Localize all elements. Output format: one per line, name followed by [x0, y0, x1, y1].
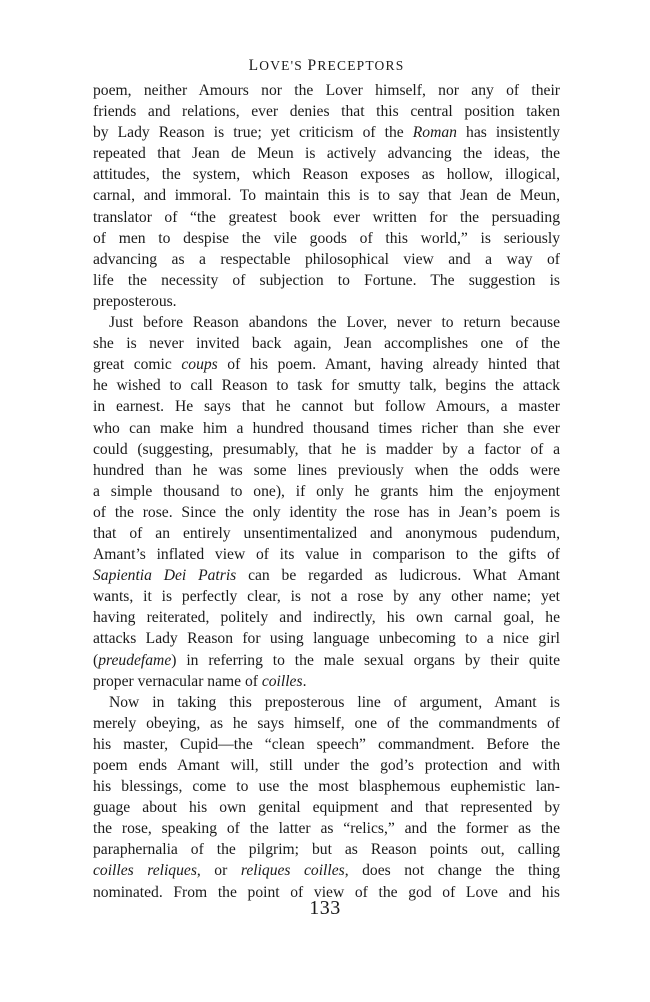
text-segment: ( [93, 651, 99, 669]
italic-text: Roman [412, 124, 457, 142]
text-segment: friends and relations, ever denies that this central position taken [93, 103, 560, 121]
text-segment: of his poem. Amant, having already hinted that [217, 356, 560, 374]
text-segment: having reiterated, politely and indirectly, his own carnal goal, he [93, 609, 560, 627]
body-text [93, 80, 560, 903]
text-line [93, 502, 560, 523]
text-segment: his master, Cupid—the “clean speech” commandment. Before the [93, 735, 560, 753]
text-segment: wants, it is perfectly clear, is not a rose by any other name; yet [93, 588, 560, 606]
text-line [93, 270, 560, 291]
text-line [93, 354, 560, 375]
text-segment: of men to despise the vile goods of this world,” is seriously [93, 229, 560, 247]
text-line [93, 207, 560, 228]
text-segment: that of an entirely unsentimentalized and anonymous pudendum, [93, 524, 560, 542]
text-line [93, 291, 560, 312]
italic-text: preudefame [98, 651, 172, 669]
text-segment: the rose, speaking of the latter as “relics,” and the former as the [93, 820, 560, 838]
text-line [93, 839, 560, 860]
text-segment: Just before Reason abandons the Lover, never to return because [109, 314, 560, 332]
italic-text: reliques coilles [240, 862, 345, 880]
text-line [93, 333, 560, 354]
text-segment: a simple thousand to one), if only he grants him the enjoyment [93, 482, 560, 500]
text-segment: guage about his own genital equipment and that represented by [93, 799, 560, 817]
text-line [93, 185, 560, 206]
text-line [93, 80, 560, 101]
text-line [93, 418, 560, 439]
text-line [93, 628, 560, 649]
italic-text: Sapientia Dei Patris [93, 567, 237, 585]
text-segment: she is never invited back again, Jean accomplishes one of the [93, 335, 560, 353]
text-segment: attitudes, the system, which Reason exposes as hollow, illogical, [93, 166, 560, 184]
text-segment: who can make him a hundred thousand times richer than she ever [93, 419, 560, 437]
text-segment: paraphernalia of the pilgrim; but as Reason points out, calling [93, 841, 560, 859]
italic-text: coups [181, 356, 218, 374]
text-segment: advancing as a respectable philosophical view and a way of [93, 250, 560, 268]
text-line [93, 375, 560, 396]
text-line [93, 713, 560, 734]
text-line [93, 797, 560, 818]
text-segment: poem, neither Amours nor the Lover himself, nor any of their [93, 82, 560, 99]
book-page [93, 54, 560, 903]
text-segment: proper vernacular name of [93, 672, 262, 690]
text-segment: could (suggesting, presumably, that he is madder by a factor of a [93, 440, 560, 458]
text-segment: of the rose. Since the only identity the rose has in Jean’s poem is [93, 503, 560, 521]
text-segment: carnal, and immoral. To maintain this is to say that Jean de Meun, [93, 187, 560, 205]
text-line [93, 460, 560, 481]
text-line [93, 650, 560, 671]
text-line [93, 228, 560, 249]
text-line [93, 164, 560, 185]
text-segment: , or [196, 862, 241, 880]
text-segment: he wished to call Reason to task for smutty talk, begins the attack [93, 377, 560, 395]
text-segment: Amant’s inflated view of its value in comparison to the gifts of [93, 546, 560, 564]
text-segment: poem ends Amant will, still under the god’s protection and with [93, 757, 560, 774]
running-head: LOVE'S PRECEPTORS [248, 57, 405, 74]
text-segment: great comic [93, 356, 182, 374]
text-line [93, 122, 560, 143]
text-line [93, 607, 560, 628]
text-segment: repeated that Jean de Meun is actively advancing the ideas, the [93, 145, 560, 163]
text-segment: hundred than he was some lines previously when the odds were [93, 461, 560, 479]
text-segment: his blessings, come to use the most blasphemous euphemistic lan- [93, 778, 560, 796]
text-line [93, 586, 560, 607]
text-line [93, 439, 560, 460]
text-segment: . [302, 672, 307, 690]
text-line [93, 565, 560, 586]
text-line [93, 143, 560, 164]
text-line [93, 860, 560, 881]
text-line [93, 249, 560, 270]
text-line [93, 101, 560, 122]
text-segment: preposterous. [93, 292, 177, 310]
text-segment: in earnest. He says that he cannot but follow Amours, a master [93, 398, 560, 416]
italic-text: coilles reliques [93, 862, 197, 880]
text-segment: ) in referring to the male sexual organs by their quite [171, 651, 560, 669]
text-line [93, 312, 560, 333]
text-segment: merely obeying, as he says himself, one of the commandments of [93, 714, 560, 732]
page-number: 133 [309, 897, 341, 919]
text-line [93, 734, 560, 755]
text-line [93, 776, 560, 797]
text-segment: , does not change the thing [344, 862, 560, 880]
text-line [93, 818, 560, 839]
text-line [93, 396, 560, 417]
text-segment: life the necessity of subjection to Fortune. The suggestion is [93, 271, 560, 289]
text-line [93, 544, 560, 565]
text-segment: can be regarded as ludicrous. What Amant [236, 567, 560, 585]
text-line [93, 755, 560, 776]
text-segment: attacks Lady Reason for using language unbecoming to a nice girl [93, 630, 560, 648]
text-segment: translator of “the greatest book ever written for the persuading [93, 208, 560, 226]
running-head-initial: P [307, 57, 318, 74]
running-head-initial: L [248, 57, 260, 74]
text-segment: by Lady Reason is true; yet criticism of the [93, 124, 413, 142]
text-line [93, 523, 560, 544]
text-line [93, 692, 560, 713]
text-line [93, 481, 560, 502]
text-line [93, 671, 560, 692]
text-segment: Now in taking this preposterous line of argument, Amant is [109, 693, 560, 711]
text-segment: nominated. From the point of view of the god of Love and his [93, 883, 560, 901]
text-segment: has insistently [456, 124, 560, 142]
italic-text: coilles [261, 672, 303, 690]
